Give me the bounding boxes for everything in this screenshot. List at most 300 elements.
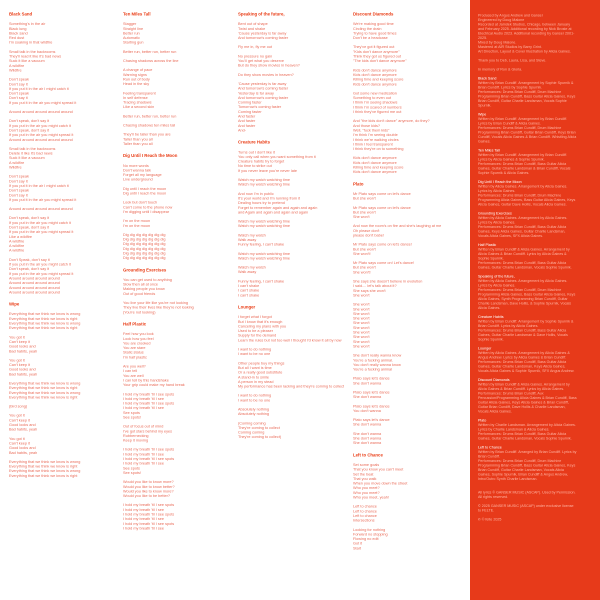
lyric-line: If you put in the air you might spread it: [9, 271, 74, 276]
lyric-line: Plato says let's dance: [353, 390, 390, 395]
lyric-line: Who you meet?: [353, 485, 380, 491]
lyric-line: Dig dig dig dig dig dig dig: [123, 246, 166, 251]
lyric-line: Small talk in the backrooms: [9, 146, 56, 151]
lyric-line: When you move down the street: [353, 481, 408, 486]
lyric-line: She won't: [353, 320, 370, 326]
credit-text-line: Performances: Drums Brian Cundiff, Bass Guitar Alicia Gaines, Keys Alicia Gaines, Guitar Charlie Landsman, Vocals Alicia Gaines, SFX Alicia Gaines.: [478, 224, 567, 238]
lyric-line: Walk away: [238, 269, 257, 275]
lyric-line: And "the kids don't dance" anymore, do they?: [353, 118, 430, 124]
lyric-line: No time to strike out: [238, 163, 272, 169]
lyric-line: Watch my watch watching time: [238, 182, 290, 187]
lyric-line: You're a fucking animal: [353, 367, 392, 372]
credit-text-line: Written by Alicia Gaines. Arrangement by Alicia Gaines & Angus Andrew. Lyrics by Alicia Gaines & Brian Cundiff.: [478, 350, 570, 360]
lyric-line: You got it: [9, 413, 25, 418]
lyric-line: Oh please don't: [353, 228, 380, 233]
lyric-line: Don't speak, don't say it: [9, 266, 50, 272]
credit-song-heading: Grounding Exercises: [478, 211, 512, 216]
lyric-line: And faster: [238, 114, 256, 119]
lyric-line: Turns out I don't like it: [238, 149, 275, 155]
lyric-line: Can't keep it: [9, 440, 30, 446]
lyric-line: I can tell: [123, 368, 138, 374]
lyric-line: A wildfire: [9, 243, 25, 249]
lyric-line: Everything that we think we know is right: [9, 316, 78, 321]
stanza: [123, 91, 235, 110]
stanza: [353, 527, 465, 550]
lyric-line: Mr Plato says come on let's dance: [353, 191, 411, 196]
lyric-line: They'll read it like it's bad news: [9, 54, 62, 59]
stanza: [123, 424, 235, 443]
lyric-line: And faster: [238, 123, 256, 128]
stanza: [123, 114, 235, 119]
lyric-line: They live their lives like they're not looking: [123, 305, 194, 310]
stanza: [9, 207, 121, 212]
lyric-line: Taller than you all: [123, 136, 153, 142]
lyric-line: Creature habits try to forget: [238, 159, 285, 164]
lyric-line: Look but don't touch: [123, 200, 158, 205]
lyric-line: She don't wanna: [353, 431, 382, 436]
lyric-line: She won't: [353, 339, 370, 344]
lyric-line: You are stare: [123, 345, 146, 351]
stanza: [238, 178, 350, 187]
lyric-line: Yesterday is far away: [238, 90, 274, 96]
song-title: Half Plastic: [123, 321, 147, 327]
stanza: [238, 315, 350, 343]
lyric-line: Mr Plato says come on let's dance: [353, 205, 411, 210]
lyric-line: My performance has been lacking and they're coming to collect: [238, 384, 345, 389]
lyric-line: Head in the sky: [123, 81, 150, 87]
lyric-line: Plato says let's dance: [353, 417, 390, 423]
lyric-line: Other people buy my things: [238, 360, 285, 366]
lyric-line: Around around around around: [9, 285, 60, 290]
lyric-line: She won't: [353, 311, 370, 316]
stanza: [123, 219, 235, 228]
credit-song-section: [478, 180, 577, 207]
lyric-line: Dig until I reach the moon: [123, 191, 167, 196]
lyric-line: Don't speak, don't say it: [9, 118, 50, 124]
stanza: [353, 119, 465, 152]
stanza: [353, 91, 465, 114]
credit-text-line: Written by Alicia Gaines. Arrangement by Alicia Gaines. Lyrics by Alicia Gaines.: [478, 215, 568, 225]
lyric-line: I can't shake: [238, 283, 260, 289]
lyric-line: please don't babe!: [353, 232, 384, 238]
lyric-line: Like a second skin: [123, 104, 155, 110]
song-title: Wipe: [9, 301, 20, 307]
lyric-line: Feel how you look: [123, 331, 154, 337]
credit-song-section: [478, 418, 577, 441]
lyric-line: But I know that it's enough: [238, 319, 283, 324]
lyric-line: If you put it in the air you might spread it: [9, 100, 77, 105]
lyric-line: Set the beat: [353, 471, 374, 477]
stanza: [238, 54, 350, 68]
lyric-line: Don't speak: [9, 77, 29, 82]
lyric-line: Dig dig dig dig dig dig dig: [123, 255, 166, 261]
lyric-line: Funny feeling, I can't shake: [238, 242, 285, 247]
lyrics-column: [353, 12, 465, 600]
lyric-line: Around around around around around: [9, 109, 73, 115]
lyric-line: Supply for the demand: [238, 333, 277, 338]
lyric-line: Don't say it: [9, 81, 28, 87]
stanza: [9, 257, 121, 294]
lyric-line: If you put it in the air I might catch it: [9, 183, 69, 188]
credit-song-heading: Lounger: [478, 346, 492, 351]
lyric-line: I've got stars behind my eyes: [123, 428, 173, 434]
credit-text-line: Written by Brian Cundiff. Arranged by Brian Cundiff. Lyrics by Brian Cundiff.: [478, 449, 577, 459]
lyrics-column-inner: [353, 12, 465, 551]
song-block: [238, 140, 350, 297]
lyric-line: She won't: [353, 302, 370, 307]
credit-text-line: Performances: Drums Brian Cundiff, Drum Machine Programming Alicia Gaines, Bass Guitar Alicia Gaines, Keys Alicia Gaines, Synth Programming Brian Cundiff, Guitar Charlie Landsman, Dave Hollis, & Sophie Spurnik, Vocals Alicia Gaines.: [478, 287, 576, 310]
song-title: Black Sand: [9, 11, 33, 17]
lyric-line: Everything that we think we know is right: [9, 473, 78, 478]
lyric-line: And tomorrow's coming faster: [238, 95, 289, 100]
lyric-line: Dig dig dig dig dig dig dig: [123, 250, 166, 256]
credit-text-line: Written by Alicia Gaines. Arrangement by Alicia Gaines. Lyrics by Alicia Gaines.: [478, 278, 568, 288]
credit-text-line: Performances: Drums Brian Cundiff, Drum Machine Programming Alicia Gaines, Bass Guitar Alicia Gaines, Keys Alicia Gaines, Guitar Dave Hollis, Vocals Alicia Gaines.: [478, 193, 576, 207]
lyric-line: Straight line: [123, 26, 144, 31]
lyric-line: She says she doesn't believe in evolution: [353, 279, 423, 284]
lyric-line: She won't: [353, 292, 370, 298]
lyric-line: Bad habits, yeah: [9, 371, 38, 377]
lyric-line: Dig until I reach the moon: [123, 186, 167, 191]
lyric-line: I forget what I forgot: [238, 314, 272, 320]
lyric-line: Who you meet, yeah!: [353, 495, 389, 500]
lyric-line: And tomorrow's coming faster: [238, 35, 289, 41]
lyric-line: A person in my stead: [238, 379, 274, 384]
lyric-line: Forget all my language: [123, 172, 162, 178]
lyric-line: Black sand: [9, 30, 28, 36]
lyric-line: Looking for nothing: [353, 527, 386, 532]
stanza: [123, 480, 235, 499]
lyric-line: Dig dig dig dig dig dig dig: [123, 241, 166, 247]
stanza: [9, 174, 121, 202]
song-block: [123, 154, 235, 261]
lyric-line: Left to chance: [353, 504, 377, 509]
lyric-line: "The kids don't dance anymore": [353, 58, 407, 64]
lyric-line: Good looks and: [9, 445, 36, 451]
lyric-line: I hold my breath 'til I see: [123, 507, 165, 512]
lyric-line: Bad habits, yeah: [9, 348, 38, 354]
lyric-line: Flowing no edit: [353, 536, 379, 542]
lyric-line: Coming faster: [238, 109, 262, 114]
lyric-line: Used to be a pleaser: [238, 328, 274, 334]
song-title: Ten Miles Tall: [123, 11, 151, 17]
lyric-line: Red dust: [9, 35, 25, 41]
lyric-line: Bad habits, yeah: [9, 450, 38, 455]
lyric-line: Don't be a headcase: [353, 35, 388, 41]
lyric-line: Canceling my plans with you: [238, 323, 287, 329]
lyric-line: Run out of body: [123, 76, 150, 82]
lyric-line: Walk away: [238, 237, 257, 242]
stanza: [353, 390, 465, 399]
lyric-line: See spots!: [123, 470, 141, 475]
lyric-line: I hold my breath 'til I see spots: [123, 391, 175, 397]
lyric-line: Think they got us figured out: [353, 54, 401, 59]
credit-song-section: [478, 148, 577, 175]
lyric-line: Set some goals: [353, 462, 380, 467]
lyric-line: You don't wanna: [353, 408, 381, 413]
lyric-line: It's your world and I'm running from it: [238, 195, 301, 201]
lyric-line: Trying to have good times: [353, 30, 397, 36]
lyric-line: (You're not looking): [123, 309, 156, 315]
lyric-line: In self defense: [123, 95, 148, 100]
lyric-line: I can tell by this handshake: [123, 377, 169, 383]
stanza: [9, 216, 121, 253]
lyric-line: "Kids don't dance anymore": [353, 49, 400, 54]
credit-song-section: [478, 112, 577, 144]
credit-text-line: Performances: Drums Brian Cundiff, Bass Guitar Alicia Gaines, Guitar Charlie Landsman, Keys Alicia Gaines, Vocals Alicia Gaines & Sophie Spurnik, SFX Angus Andrew.: [478, 359, 575, 373]
lyric-line: Don't speak, don't say it: [9, 215, 50, 221]
lyric-line: Everything that we think we know is wrong: [9, 311, 81, 317]
lyric-line: And those kids?: [353, 123, 381, 128]
lyrics-column: [238, 12, 350, 600]
song-block: [353, 453, 465, 551]
lyric-line: She won't: [353, 330, 370, 335]
stanza: [353, 418, 465, 427]
credit-text-line: Performances: Drums Brian Cundiff, Bass Guitar Alicia Gaines, Guitar Charlie Landsman & Dave Hollis, Vocals Sophie Spurnik.: [478, 328, 568, 342]
stanza: [123, 68, 235, 87]
lyric-line: Tracing shadows: [123, 100, 152, 105]
lyric-line: Watch my watch watching time: [238, 251, 290, 256]
lyric-line: But all I want is time: [238, 365, 272, 370]
thanks-line: Thank you to Deb, Laura, Lisa, and Steve.: [478, 58, 547, 63]
lyric-line: No more words: [123, 163, 149, 168]
lyric-line: Making people you know: [123, 286, 165, 292]
lyric-line: Slow then all at once: [123, 282, 159, 287]
lyric-line: You got it: [9, 334, 25, 340]
lyric-line: Something to even out: [353, 95, 391, 101]
lyric-line: Better run, better run, better run: [123, 49, 177, 54]
lyric-line: Watch my watch watching time: [238, 223, 290, 229]
lyric-line: Your grip could make my hand break: [123, 382, 185, 388]
credit-text-line: Written by Brian Cundiff & Alicia Gaines. Arrangement by Alicia Gaines & Brian Cundiff. Lyrics by Alicia Gaines.: [478, 382, 570, 391]
lyric-line: I think we're walking circles: [353, 137, 399, 142]
lyric-line: A wildfire: [9, 248, 25, 253]
credit-song-heading: Black Sand: [478, 76, 497, 81]
lyric-line: Out of focus out of mind: [123, 424, 164, 429]
stanza: [353, 404, 465, 413]
lyric-line: She won't: [353, 343, 370, 349]
lyric-line: Black lung: [9, 26, 27, 31]
stanza: [9, 381, 121, 400]
credit-song-heading: Plato: [478, 418, 487, 423]
lyric-line: If you put in the air you might spread it: [9, 229, 74, 235]
lyric-line: Kids don't dance anymore: [353, 155, 397, 161]
lyric-line: And now I'm in public: [238, 191, 274, 196]
lyric-line: If you put it in the air you might spread it: [9, 197, 77, 202]
stanza: [9, 146, 121, 169]
lyric-line: And tomorrow's coming faster: [238, 86, 289, 91]
stanza: [238, 361, 350, 389]
lyric-line: A wildfire: [9, 63, 25, 68]
lyric-line: I hold my breath 'til I see spots: [123, 401, 175, 406]
production-credit-line: Engineered by Doug Malone: [478, 17, 525, 22]
lyric-line: See spots: [123, 465, 140, 471]
lyric-line: Don't speak: [9, 188, 29, 193]
lyric-line: Can't keep it: [9, 362, 30, 368]
production-credit-line: Mastered at AIR Studios by Barry Grint.: [478, 44, 542, 49]
lyric-line: I can't shake: [238, 292, 260, 298]
lyric-line: You are crooked: [123, 340, 151, 346]
lyric-line: I said.... let's talk about it?: [353, 283, 397, 289]
credit-text-line: Written by Brian Cundiff. Arrangement by Sophie Spurnik & Brian Cundiff. Lyrics by Alicia Gaines.: [478, 319, 574, 328]
stanza: [238, 279, 350, 298]
lyric-line: Can't keep it: [9, 417, 30, 423]
lyric-line: I think I'm seeing shadows: [353, 100, 398, 105]
lyric-line: I hold my breath 'til I see spots: [123, 502, 175, 508]
credit-text-line: Performances: Drums Brian Cundiff, Bass Guitar Alicia Gaines, Guitar Charlie Landsman, Vocals Sophie Spurnik.: [478, 260, 572, 270]
lyric-line: Don't say it: [9, 178, 28, 184]
lyric-line: I think they're on to something: [353, 146, 404, 152]
lyric-line: They've got it figured out: [353, 44, 395, 50]
lyric-line: Everything that we think we know is wrong: [9, 321, 81, 326]
stanza: [353, 22, 465, 41]
lyric-line: I want to be no one: [238, 351, 271, 357]
lyric-line: Watch my watch watching time: [238, 255, 290, 261]
lyric-line: If you put it in the air I might catch it: [9, 86, 69, 91]
song-title: Plato: [353, 181, 364, 187]
stanza: [123, 364, 235, 387]
lyric-line: Look how you feel: [123, 336, 154, 341]
credit-text-line: Performances: Drums Brian Cundiff, Bass Guitar Alicia Gaines, Guitar Charlie Landsman, Vocals Sophie Spurnik.: [478, 431, 572, 441]
lyric-line: She don't wanna: [353, 394, 382, 400]
stanza: [238, 251, 350, 260]
lyric-line: Coming faster: [238, 100, 262, 105]
credit-song-heading: Dig Until I Reach the Moon: [478, 179, 522, 184]
lyric-line: Kids don't dance anymore: [353, 160, 397, 165]
lyric-line: But she won't: [353, 196, 376, 201]
lyric-line: Don't wanna talk: [123, 167, 151, 173]
lyric-line: Start: [353, 545, 362, 551]
stanza: [353, 279, 465, 298]
lyric-line: Don't say it: [9, 192, 28, 198]
lyric-line: Good looks and: [9, 422, 36, 428]
credits-column-inner: [470, 0, 585, 522]
lyric-line: Chasing shadows across the line: [123, 58, 179, 64]
stanza: [9, 404, 121, 409]
lyric-line: 'Cause yesterday is far away: [238, 30, 287, 36]
credit-text-line: Performances: Drums Brian Cundiff, Drum Machine Programming Brian Cundiff, Bass Guitar Alicia Gaines, Keys Brian Cundiff, Guitar Charlie Landsman, Vocals Alicia Gaines, Sophie Spurnik, Brian Cundiff & Angus Andrew, Intro/Outro Synth Charlie Landsman.: [478, 458, 576, 481]
lyric-line: Starting gun: [123, 40, 144, 45]
lyric-line: I hold my breath 'til I see: [123, 396, 165, 401]
lyric-line: Everything that we think we know is wrong: [9, 381, 81, 386]
lyric-line: They're coming to collect): [238, 434, 282, 440]
lyric-line: Static status: [123, 350, 144, 355]
lyric-line: That you know you can't meet: [353, 467, 404, 472]
lyric-line: Live underground: [123, 177, 153, 182]
stanza: [353, 353, 465, 372]
stanza: [9, 312, 121, 331]
lyric-line: Dig dig dig dig dig dig dig: [123, 237, 166, 242]
stanza: [123, 59, 235, 64]
stanza: [238, 265, 350, 274]
lyric-line: Wildfire: [9, 165, 22, 170]
lyric-line: I'm digging until I disappear: [123, 209, 170, 214]
lyric-line: I want to do nothing: [238, 347, 272, 352]
lyric-line: I hold my breath 'til I see spots: [123, 456, 175, 462]
lyric-line: Can't come to the phone now: [123, 204, 173, 210]
lyric-line: She don't wanna: [353, 436, 382, 441]
lyric-line: She don't wanna: [353, 380, 382, 386]
lyric-line: Don't say it: [9, 95, 28, 101]
lyric-line: Dig dig dig dig dig dig dig: [123, 232, 166, 237]
stanza: [9, 119, 121, 142]
lyric-line: Kids don't dance anymore: [353, 81, 397, 87]
lyric-line: Would you like to know more?: [123, 488, 174, 494]
lyric-line: No pressure no gain: [238, 53, 273, 59]
stanza: [9, 436, 121, 455]
lyric-line: (bird song): [9, 404, 28, 409]
production-credit-line: Recorded at Jamdek Studios, Chicago, between January and February 2025. Additional recording by Nick Broste at Electrical Audio 2023. Additional recording by Ganser 2001-2025.: [478, 22, 575, 40]
song-title: Speaking of the future,: [238, 11, 285, 17]
stanza: [123, 49, 235, 54]
stanza: [353, 302, 465, 348]
production-credit-line: Art Direction, Layout & Cover Illustration by Alicia Gaines.: [478, 49, 571, 54]
lyric-line: Everything that we think we know is wrong: [9, 390, 81, 395]
lyric-line: Dealing hours try to pretend: [238, 200, 285, 206]
lyric-line: Better run, better run, better run: [123, 113, 177, 119]
lyric-line: But she won't: [353, 209, 376, 215]
lyric-line: Don't Speak, don't say it: [9, 257, 50, 262]
lyric-line: Left to chance: [353, 513, 377, 518]
stanza: [353, 376, 465, 385]
credit-song-heading: Left to Chance: [478, 445, 502, 450]
stanza: [9, 335, 121, 354]
stanza: [9, 77, 121, 105]
lyric-line: She won't: [353, 316, 370, 321]
lyric-line: Around around around around around: [9, 206, 73, 212]
lyric-line: Or a really good substitute: [238, 370, 283, 375]
lyric-line: Circling the drain: [353, 26, 382, 31]
lyric-line: A change of pace: [123, 67, 153, 73]
lyric-line: Killing time and keeping score: [353, 77, 404, 82]
lyric-line: Everything that we think we know is wrong: [9, 459, 81, 464]
lyric-line: You're a fucking animal.: [353, 357, 394, 363]
lyric-line: Forward no stopping: [353, 531, 388, 537]
lyric-line: Watch my watch watching time: [238, 219, 290, 224]
legal-line: All lyrics © GANSER MUSIC (ASCAP). Used by Permission. All rights reserved.: [478, 490, 576, 499]
lyric-line: I hold my breath 'til I see: [123, 451, 165, 457]
credit-song-section: [478, 378, 577, 414]
credit-song-heading: Discount Diamonds: [478, 377, 510, 382]
stanza: [9, 49, 121, 72]
lyric-line: Would you like to know better?: [123, 484, 175, 489]
stanza: [238, 81, 350, 132]
production-credit-line: Mixed by Doug Malone.: [478, 40, 517, 45]
lyric-line: 'Cause yesterday is far away: [238, 81, 287, 86]
memoriam-line: In memory of Ron & Gloria.: [478, 67, 523, 72]
lyric-line: Stagger: [123, 21, 137, 27]
lyric-line: You can get used to anything: [123, 277, 172, 282]
lyric-line: I hold my breath 'til I see spots: [123, 521, 175, 526]
lyric-line: Plato says let's dance: [353, 403, 390, 409]
lyric-line: (Coming coming: [238, 420, 266, 426]
stanza: [353, 504, 465, 523]
lyric-line: She won't: [353, 214, 370, 220]
legal-line: © 2025 GANSER MUSIC (ASCAP) under exclusive license to FELTE.: [478, 503, 574, 513]
lyric-line: She won't!: [353, 251, 371, 256]
lyric-line: Good looks and: [9, 344, 36, 349]
lyric-line: If you put in the air you might catch it: [9, 123, 71, 128]
lyric-line: Good looks and: [9, 367, 36, 372]
lyric-line: Rubbernecking: [123, 433, 149, 438]
stanza: [238, 219, 350, 228]
lyric-line: Plato says let's dance: [353, 376, 390, 381]
lyric-line: Delete it like it's bad news: [9, 151, 53, 156]
lyric-line: See spots: [123, 410, 140, 415]
credit-song-heading: Speaking of the future,: [478, 274, 515, 279]
stanza: [353, 191, 465, 200]
stanza: [353, 205, 465, 219]
